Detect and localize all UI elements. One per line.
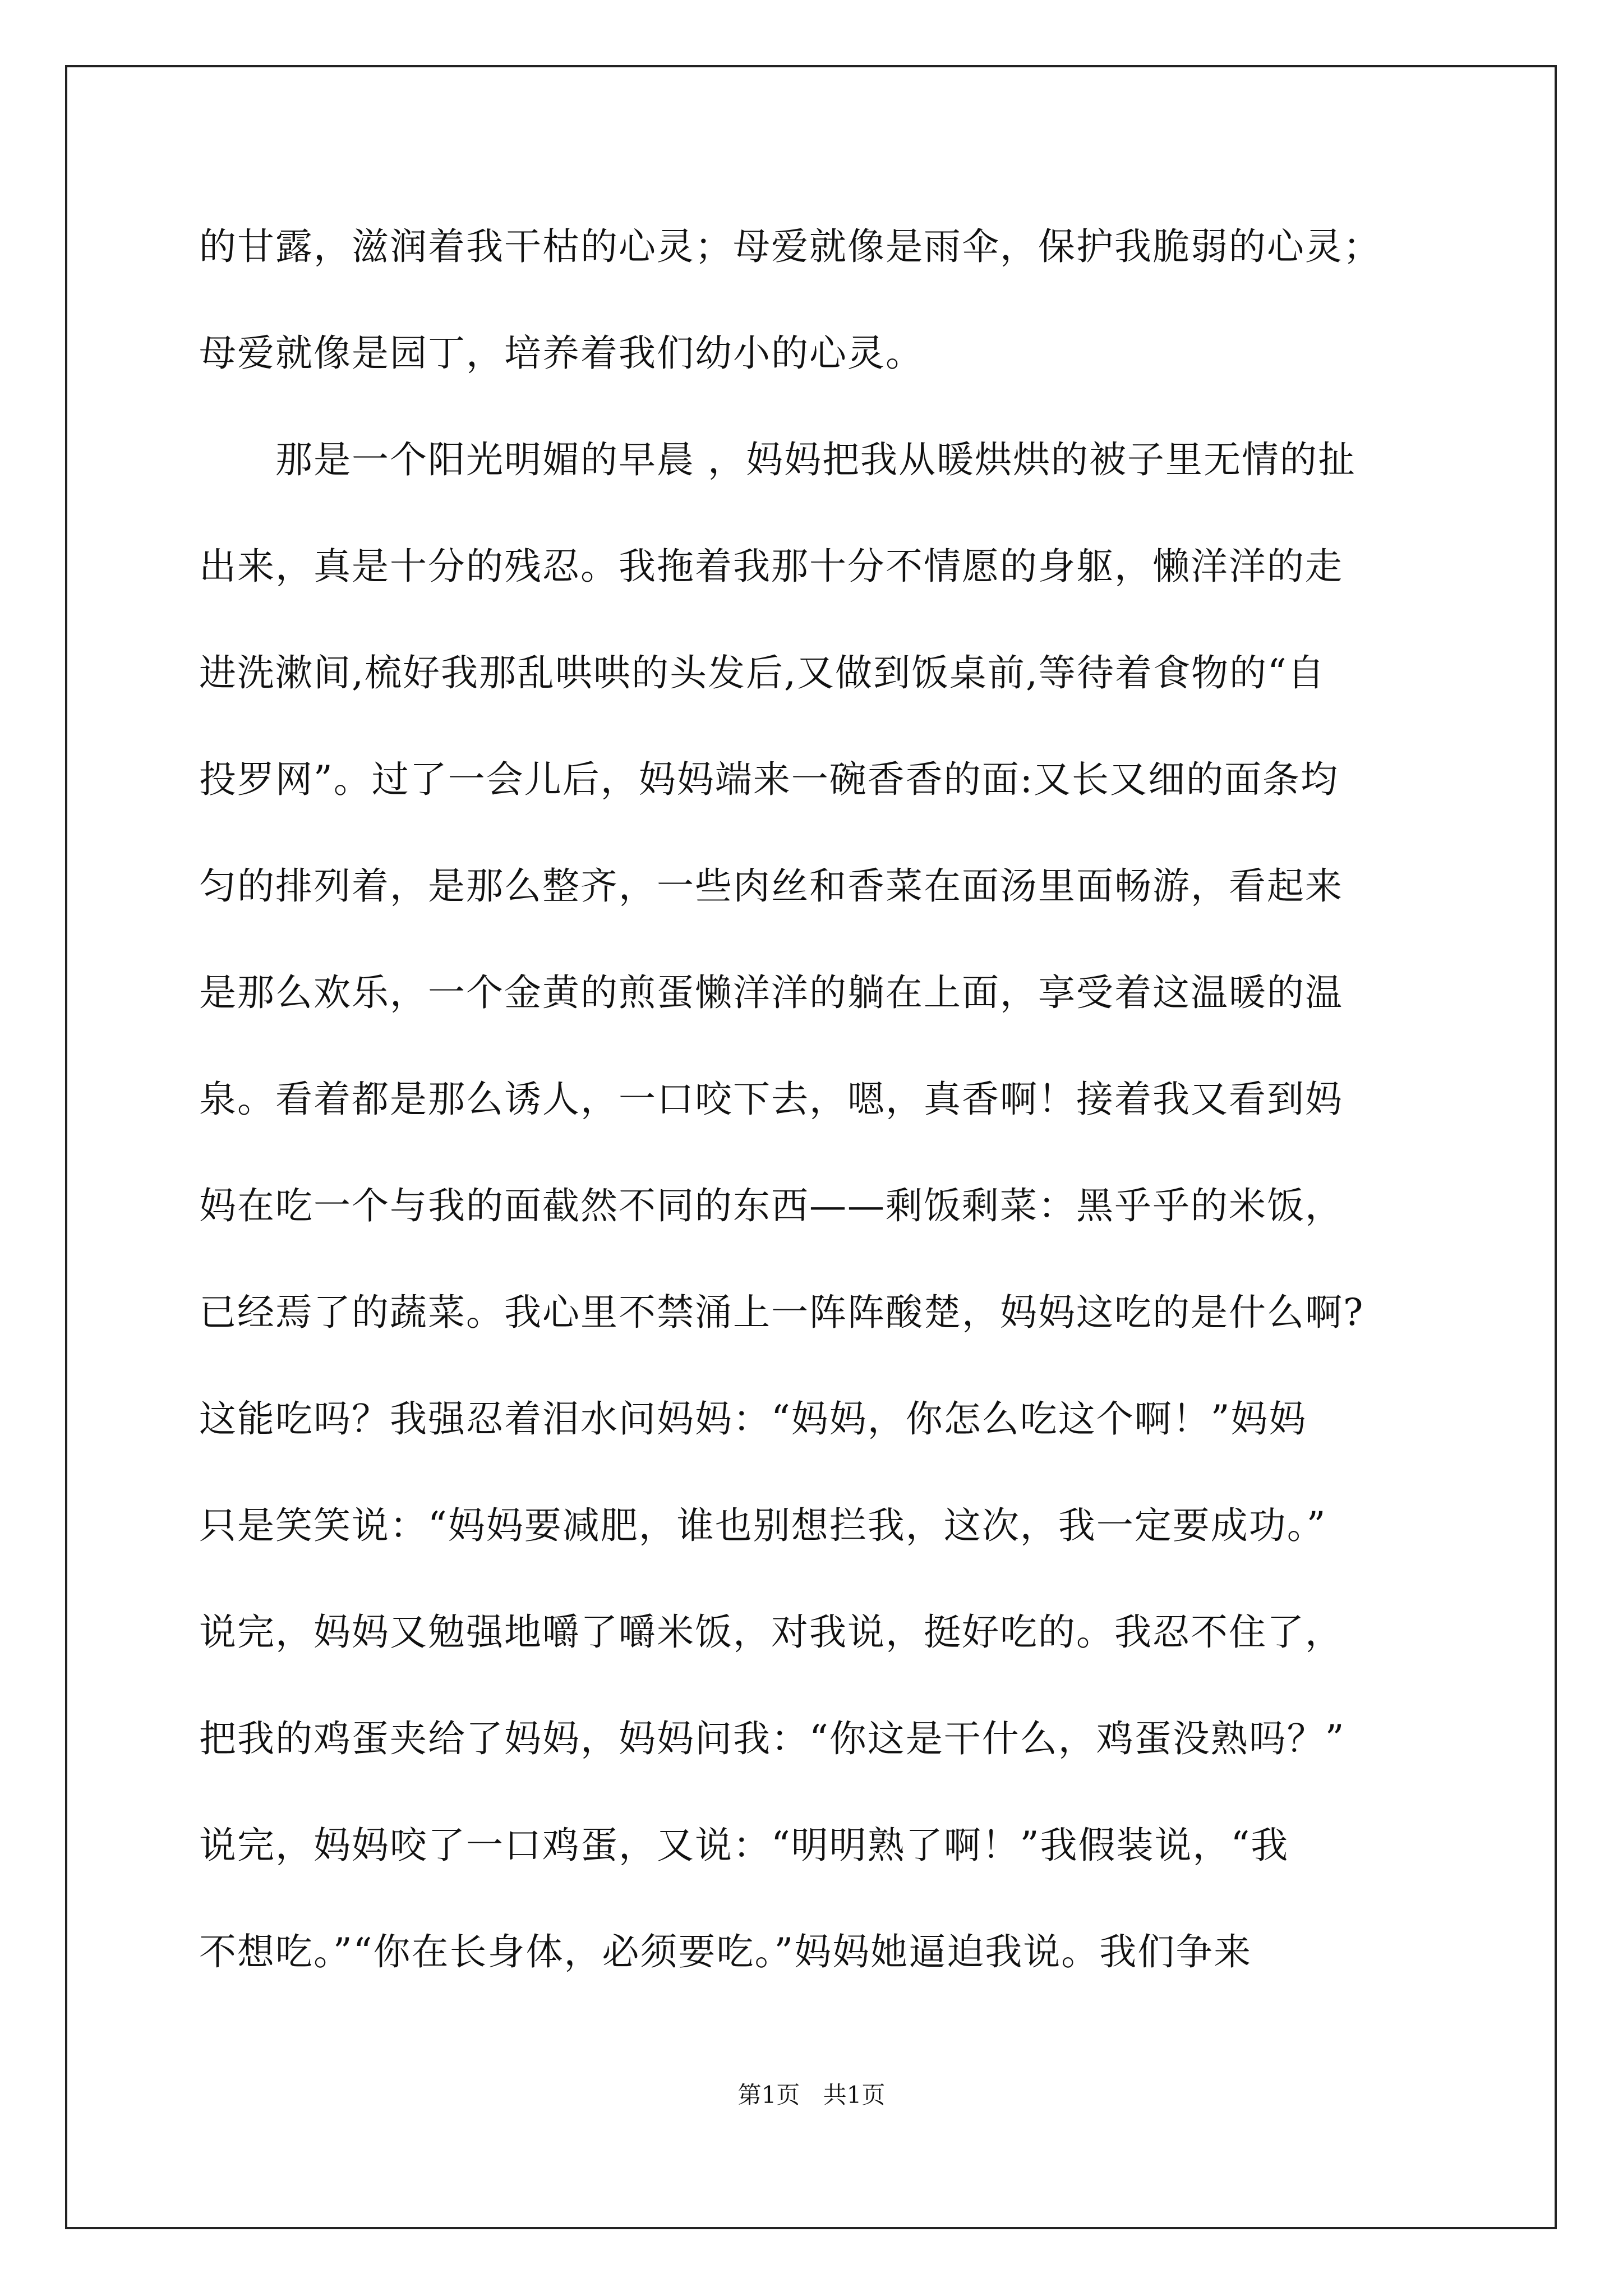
text-line: 只是笑笑说：“妈妈要减肥，谁也别想拦我，这次，我一定要成功。” <box>199 1504 1327 1547</box>
text-line: 是那么欢乐，一个金黄的煎蛋懒洋洋的躺在上面，享受着这温暖的温 <box>199 971 1343 1014</box>
text-line: 把我的鸡蛋夹给了妈妈，妈妈问我：“你这是干什么，鸡蛋没熟吗？” <box>199 1717 1345 1760</box>
text-line: 母爱就像是园丁，培养着我们幼小的心灵。 <box>199 332 924 375</box>
text-line: 这能吃吗？我强忍着泪水问妈妈：“妈妈，你怎么吃这个啊！”妈妈 <box>199 1397 1307 1441</box>
text-line: 那是一个阳光明媚的早晨 ，妈妈把我从暖烘烘的被子里无情的扯 <box>199 438 1356 481</box>
text-line: 投罗网”。过了一会儿后，妈妈端来一碗香香的面:又长又细的面条均 <box>199 758 1339 801</box>
text-line: 说完，妈妈咬了一口鸡蛋，又说：“明明熟了啊！”我假装说，“我 <box>199 1824 1289 1867</box>
text-line: 出来，真是十分的残忍。我拖着我那十分不情愿的身躯，懒洋洋的走 <box>199 545 1343 588</box>
page-footer <box>0 2078 1623 2112</box>
page-total: 共1页 <box>823 2081 886 2109</box>
text-line: 说完，妈妈又勉强地嚼了嚼米饭，对我说，挺好吃的。我忍不住了， <box>199 1611 1343 1654</box>
text-line: 匀的排列着，是那么整齐，一些肉丝和香菜在面汤里面畅游，看起来 <box>199 864 1343 908</box>
page-border <box>65 65 1557 2229</box>
text-line: 不想吃。”“你在长身体，必须要吃。”妈妈她逼迫我说。我们争来 <box>199 1930 1252 1973</box>
page-number: 第1页 <box>737 2081 800 2109</box>
text-line: 泉。看着都是那么诱人，一口咬下去，嗯，真香啊！接着我又看到妈 <box>199 1078 1343 1121</box>
text-line: 妈在吃一个与我的面截然不同的东西——剩饭剩菜：黑乎乎的米饭， <box>199 1184 1343 1227</box>
text-line: 的甘露，滋润着我干枯的心灵；母爱就像是雨伞，保护我脆弱的心灵； <box>199 225 1381 268</box>
text-line: 进洗漱间,梳好我那乱哄哄的头发后,又做到饭桌前,等待着食物的“自 <box>199 651 1326 694</box>
text-line: 已经焉了的蔬菜。我心里不禁涌上一阵阵酸楚，妈妈这吃的是什么啊? <box>199 1291 1364 1334</box>
